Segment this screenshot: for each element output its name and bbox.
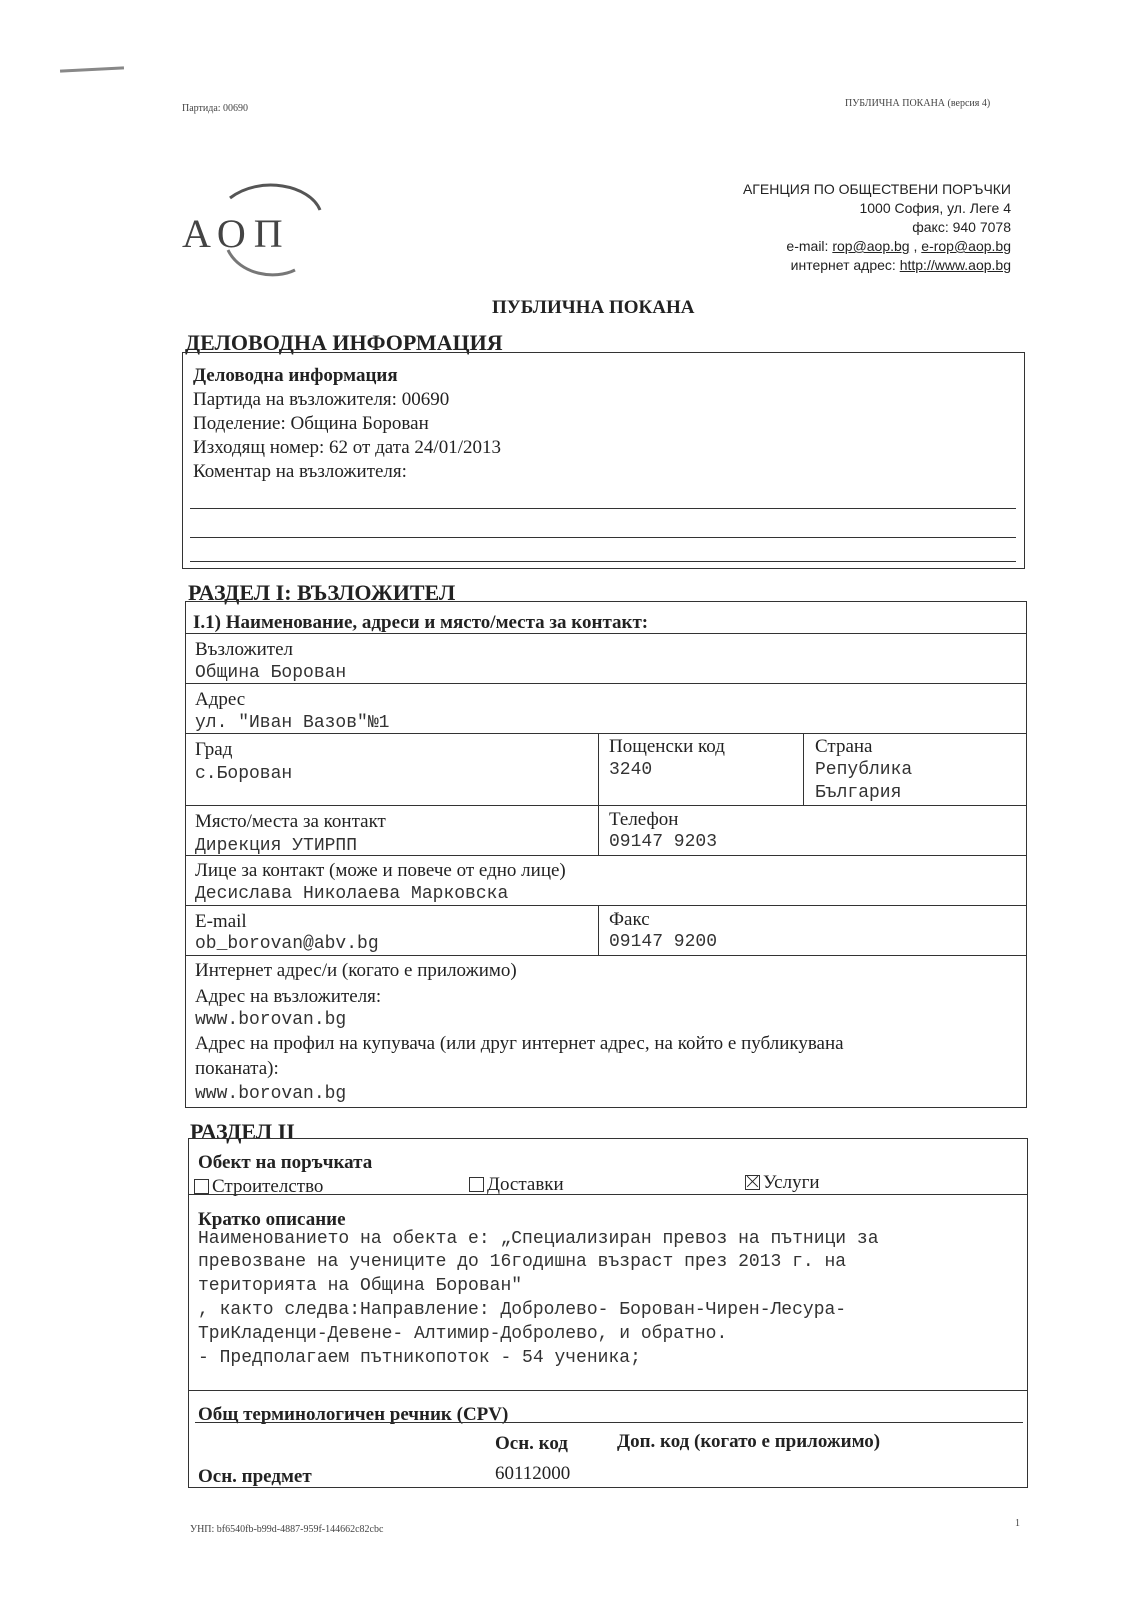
deloviodna-heading: ДЕЛОВОДНА ИНФОРМАЦИЯ: [185, 330, 503, 355]
agency-email-link-1[interactable]: rop@aop.bg: [832, 238, 910, 254]
header-version: ПУБЛИЧНА ПОКАНА (версия 4): [845, 98, 991, 109]
partida-line: Партида на възложителя: 00690: [193, 389, 450, 410]
obekt-label: Обект на поръчката: [198, 1152, 373, 1173]
email-separator: ,: [913, 238, 918, 254]
section1-heading: РАЗДЕЛ I: ВЪЗЛОЖИТЕЛ: [188, 580, 456, 605]
header-partida: Партида: 00690: [182, 103, 249, 114]
email-value[interactable]: ob_borovan@abv.bg: [195, 934, 379, 954]
option-dostavki[interactable]: [469, 1174, 564, 1196]
option-uslugi[interactable]: [745, 1172, 820, 1194]
internet-label: Интернет адрес/и (когато е приложимо): [195, 960, 517, 981]
row-divider: [185, 855, 1027, 856]
row-divider: [185, 805, 1027, 806]
checkbox-uslugi-checked[interactable]: [745, 1175, 760, 1190]
agency-name: АГЕНЦИЯ ПО ОБЩЕСТВЕНИ ПОРЪЧКИ: [742, 181, 1011, 197]
option-uslugi-label: Услуги: [763, 1172, 820, 1193]
email-label: E-mail: [195, 911, 247, 932]
row-divider: [188, 1390, 1028, 1391]
col-divider: [598, 733, 599, 805]
col-divider: [803, 733, 804, 805]
komentar-line-2: [190, 537, 1016, 538]
strana-value-2: България: [815, 783, 902, 803]
grad-value: с.Борован: [195, 764, 293, 784]
grad-label: Град: [195, 739, 233, 760]
strana-value-1: Република: [815, 760, 913, 780]
podelenie-line: Поделение: Община Борован: [193, 413, 429, 434]
cpv-underline: [195, 1422, 1023, 1423]
vazlozhitel-value: Община Борован: [195, 663, 347, 683]
litsa-value: Десислава Николаева Марковска: [195, 884, 509, 904]
adres-label: Адрес: [195, 689, 246, 710]
agency-web-line: [743, 256, 1011, 275]
desc-line: - Предполагаем пътникопоток - 54 ученика;: [198, 1348, 641, 1368]
col-divider: [598, 905, 599, 955]
footer-page-number: 1: [1015, 1518, 1020, 1529]
aop-logo: [180, 180, 330, 280]
row-divider: [185, 955, 1027, 956]
faks-value: 09147 9200: [609, 932, 718, 952]
tel-label: Телефон: [609, 809, 679, 830]
email-label: e-mail:: [786, 238, 829, 254]
aop-logo-text: АОП: [182, 211, 291, 256]
col-divider: [598, 805, 599, 855]
doc-title: ПУБЛИЧНА ПОКАНА: [492, 297, 695, 318]
osn-predmet-label: Осн. предмет: [198, 1466, 312, 1487]
komentar-line-1: [190, 508, 1016, 509]
kratko-label: Кратко описание: [198, 1209, 346, 1230]
web-label: интернет адрес:: [790, 257, 896, 273]
desc-line: превозване на учениците до 16годишна възраст през 2013 г. на: [198, 1252, 847, 1272]
agency-contact: [743, 180, 1011, 275]
desc-line: , както следва:Направление: Добролево- Борован-Чирен-Лесура-: [198, 1300, 847, 1320]
osn-kod-value: 60112000: [495, 1463, 571, 1484]
agency-address: 1000 София, ул. Леге 4: [859, 200, 1011, 216]
option-dostavki-label: Доставки: [487, 1174, 564, 1195]
dop-kod-label: Доп. код (когато е приложимо): [617, 1431, 881, 1452]
agency-email-link-2[interactable]: e-rop@aop.bg: [921, 238, 1011, 254]
adres-vaz-value[interactable]: www.borovan.bg: [195, 1010, 347, 1030]
profil-label-1: Адрес на профил на купувача (или друг интернет адрес, на който е публикувана: [195, 1033, 844, 1054]
osn-kod-label: Осн. код: [495, 1433, 568, 1454]
deloviodna-box-title: Деловодна информация: [193, 365, 398, 386]
adres-value: ул. "Иван Вазов"№1: [195, 713, 390, 733]
option-stroitelstvo-label: Строителство: [212, 1176, 324, 1197]
cpv-label: Общ терминологичен речник (CPV): [198, 1404, 509, 1425]
pk-value: 3240: [609, 760, 653, 780]
vazlozhitel-label: Възложител: [195, 639, 294, 660]
agency-fax: факс: 940 7078: [912, 219, 1011, 235]
scan-mark: [60, 66, 124, 72]
faks-label: Факс: [609, 909, 650, 930]
row-divider: [185, 633, 1027, 634]
profil-label-2: поканата):: [195, 1058, 279, 1079]
section2-heading: РАЗДЕЛ II: [190, 1119, 295, 1144]
row-divider: [185, 733, 1027, 734]
desc-line: Наименованието на обекта е: „Специализиран превоз на пътници за: [198, 1229, 879, 1249]
checkbox-dostavki[interactable]: [469, 1177, 484, 1192]
footer-unp: УНП: bf6540fb-b99d-4887-959f-144662c82cbc: [190, 1524, 384, 1535]
agency-web-link[interactable]: http://www.aop.bg: [899, 257, 1011, 273]
tel-value: 09147 9203: [609, 832, 718, 852]
section1-subheading: I.1) Наименование, адреси и място/места за контакт:: [193, 612, 649, 633]
myasto-value: Дирекция УТИРПП: [195, 836, 358, 856]
row-divider: [185, 683, 1027, 684]
pk-label: Пощенски код: [609, 736, 725, 757]
profil-value[interactable]: www.borovan.bg: [195, 1084, 347, 1104]
adres-vaz-label: Адрес на възложителя:: [195, 986, 382, 1007]
desc-line: ТриКладенци-Девене- Алтимир-Добролево, и обратно.: [198, 1324, 728, 1344]
komentar-line-3: [190, 561, 1016, 562]
row-divider: [188, 1194, 1028, 1195]
izhodyasht-line: Изходящ номер: 62 от дата 24/01/2013: [193, 437, 501, 458]
checkbox-stroitelstvo[interactable]: [194, 1179, 209, 1194]
myasto-label: Място/места за контакт: [195, 811, 386, 832]
desc-line: територията на Община Борован": [198, 1276, 523, 1296]
litsa-label: Лице за контакт (може и повече от едно лице): [195, 860, 566, 881]
komentar-label: Коментар на възложителя:: [193, 461, 407, 482]
strana-label: Страна: [815, 736, 873, 757]
row-divider: [185, 905, 1027, 906]
agency-email-line: [743, 237, 1011, 256]
